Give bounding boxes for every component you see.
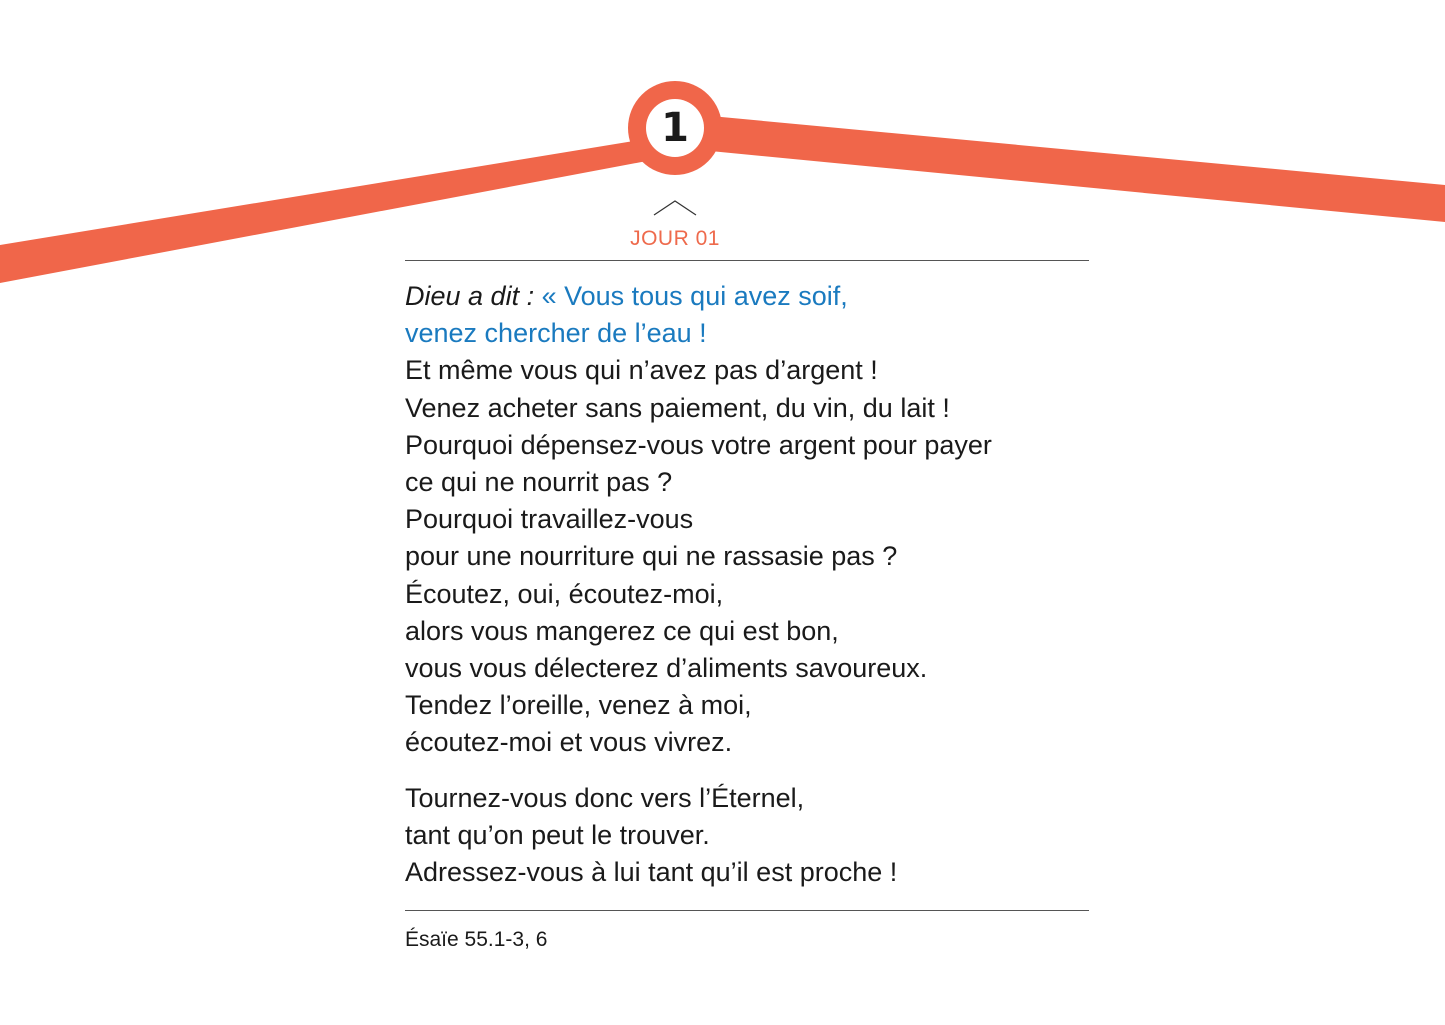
timeline-band-left: [0, 140, 652, 283]
quote-line: « Vous tous qui avez soif,: [541, 281, 848, 311]
passage-line: alors vous mangerez ce qui est bon,: [405, 615, 839, 646]
chevron-up-icon: [653, 198, 697, 218]
passage-line: vous vous délecterez d’aliments savoureux.: [405, 653, 928, 684]
timeline-band-right: [700, 115, 1445, 222]
passage-line: Tendez l’oreille, venez à moi,: [405, 690, 752, 721]
scripture-reference: Ésaïe 55.1-3, 6: [405, 928, 548, 951]
passage-line: [405, 278, 1095, 315]
passage-line: Pourquoi travaillez-vous: [405, 504, 694, 535]
passage: [405, 278, 1095, 891]
passage-intro: Dieu a dit :: [405, 281, 542, 311]
passage-line: pour une nourriture qui ne rassasie pas ?: [405, 541, 898, 572]
day-number: 1: [661, 105, 689, 151]
divider-top: [405, 260, 1089, 261]
passage-line: Écoutez, oui, écoutez-moi,: [405, 578, 724, 609]
passage-line: écoutez-moi et vous vivrez.: [405, 727, 733, 758]
quote-line: venez chercher de l’eau !: [405, 318, 707, 349]
day-label: JOUR 01: [630, 227, 720, 250]
passage-line: ce qui ne nourrit pas ?: [405, 467, 673, 498]
passage-line: Tournez-vous donc vers l’Éternel,: [405, 782, 805, 813]
passage-line: Adressez-vous à lui tant qu’il est proche !: [405, 857, 898, 888]
passage-line: Et même vous qui n’avez pas d’argent !: [405, 355, 878, 386]
passage-stanza-2: [405, 780, 1095, 892]
divider-bottom: [405, 910, 1089, 911]
passage-line: Venez acheter sans paiement, du vin, du lait !: [405, 392, 950, 423]
passage-line: tant qu’on peut le trouver.: [405, 819, 710, 850]
passage-line: Pourquoi dépensez-vous votre argent pour payer: [405, 429, 992, 460]
timeline-band: [0, 0, 1445, 300]
